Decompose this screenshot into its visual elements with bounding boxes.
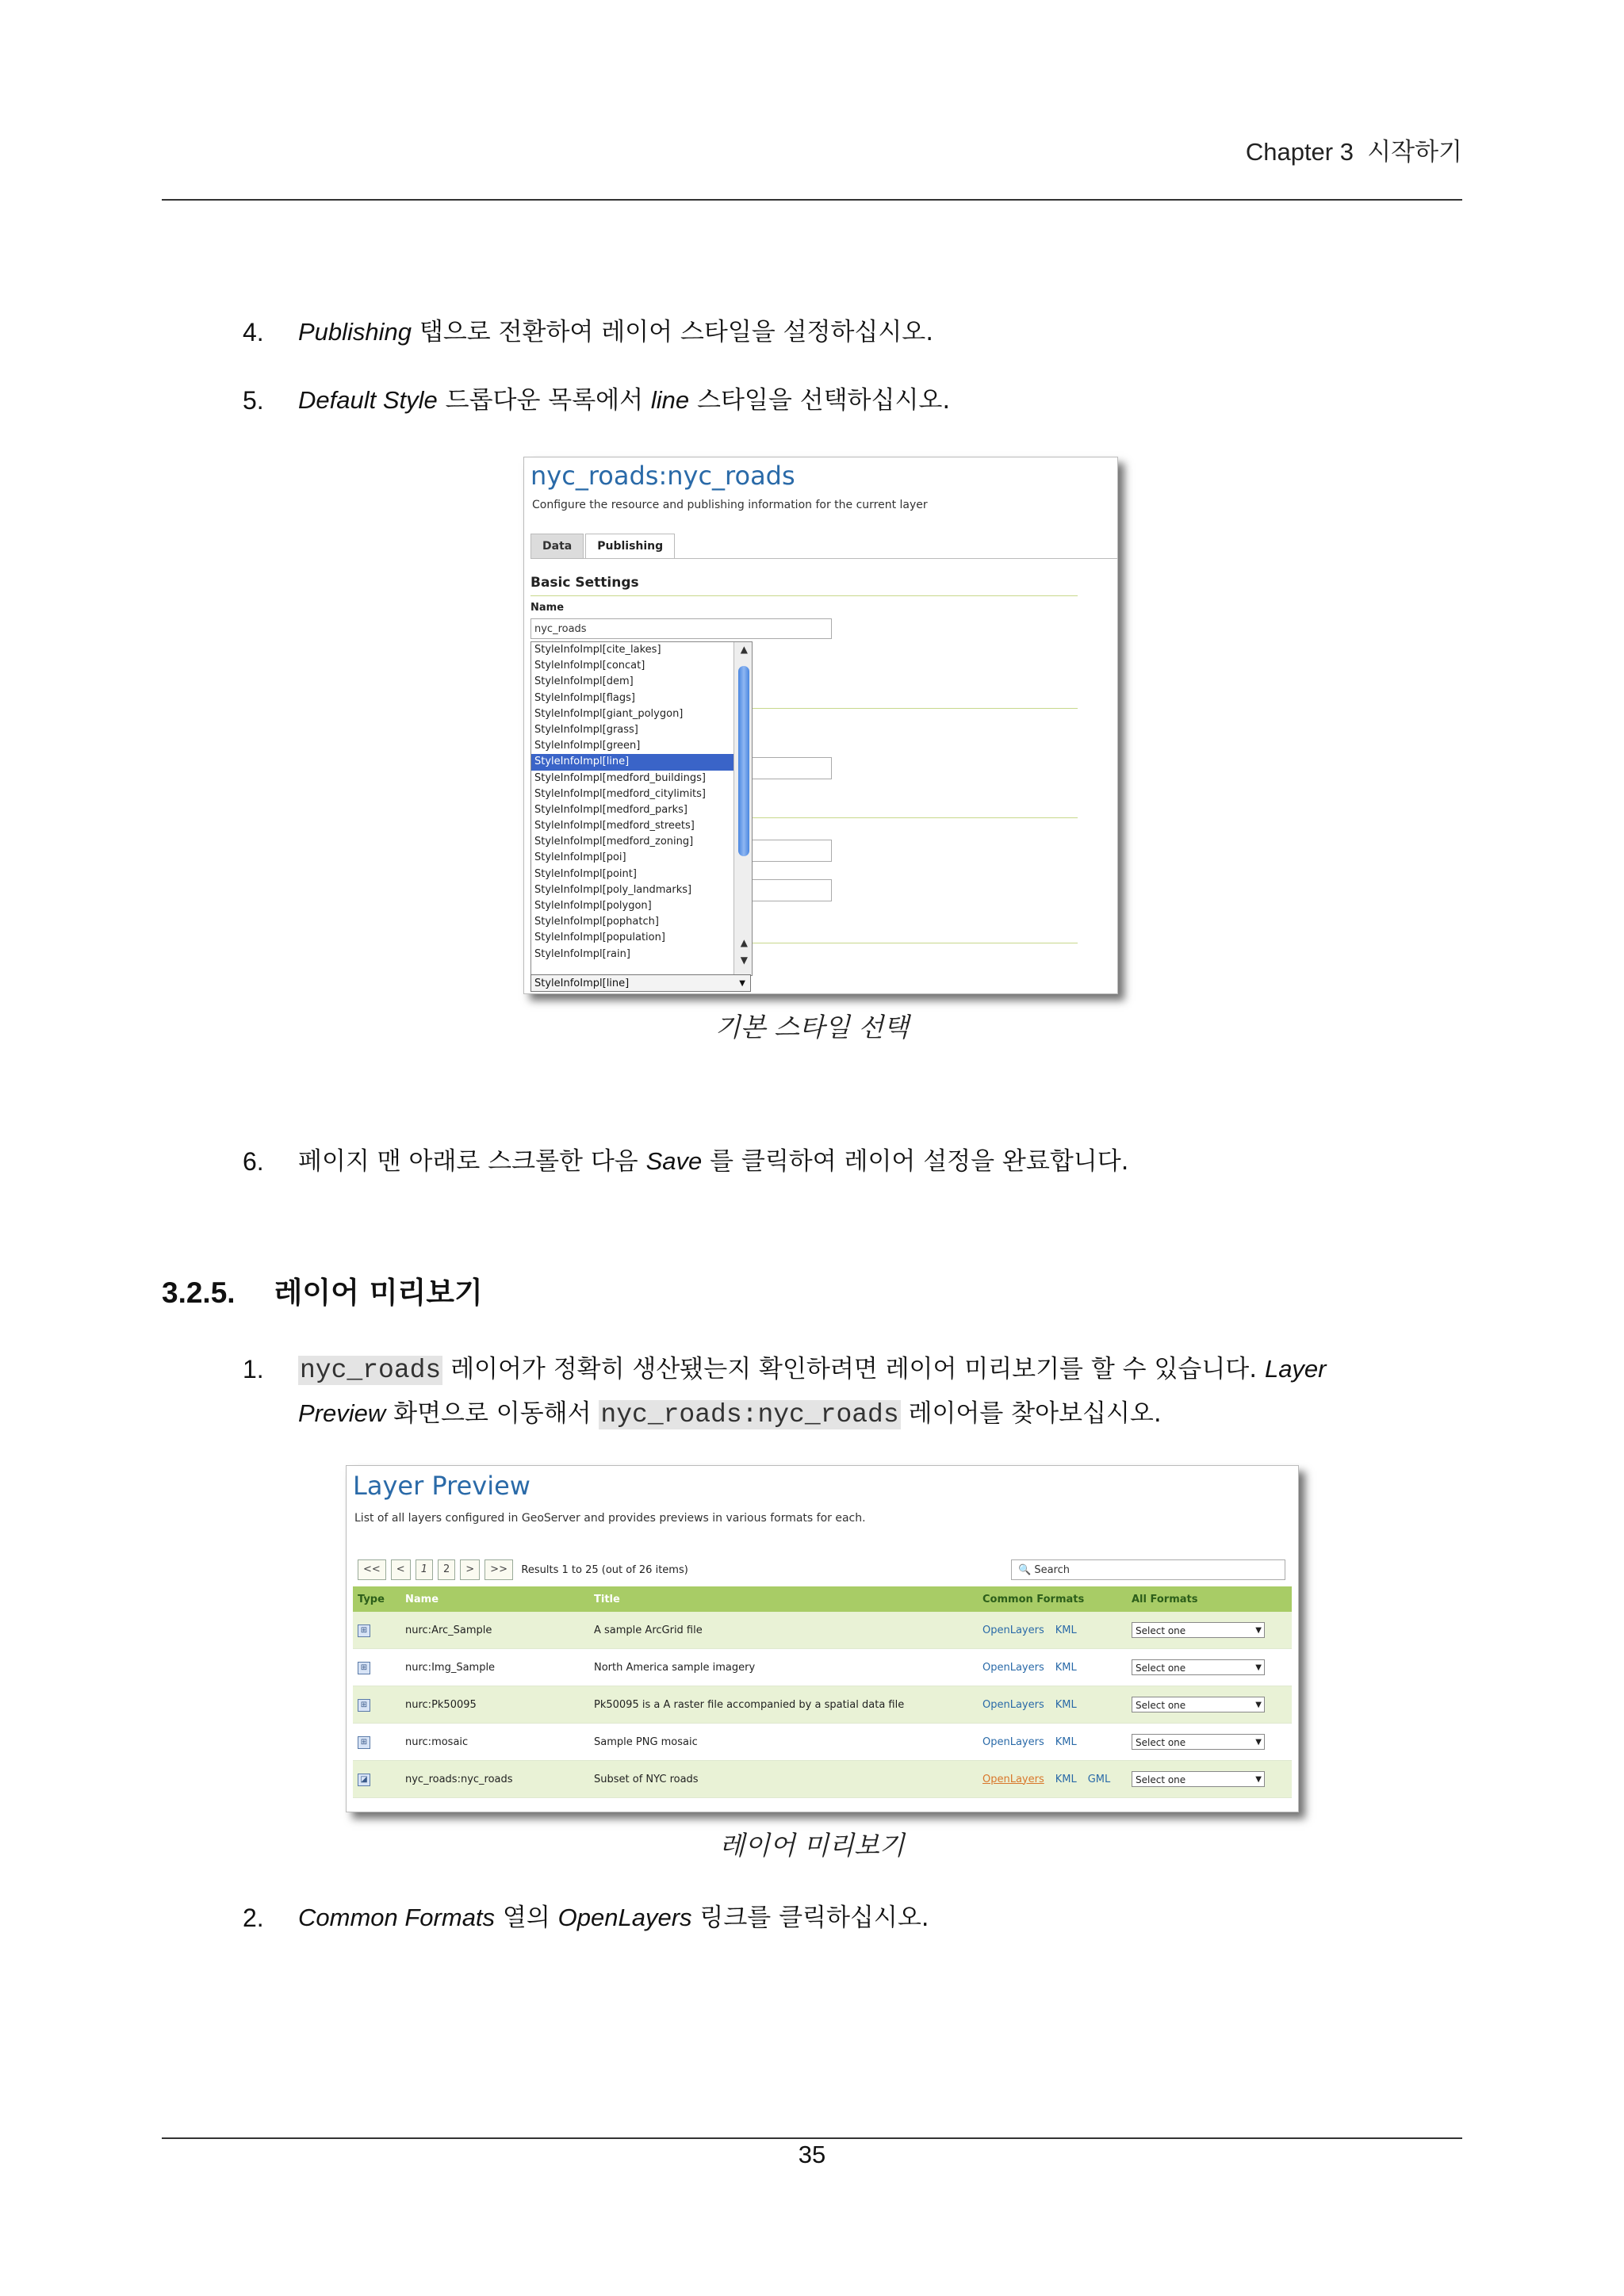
style-option[interactable]: StyleInfoImpl[poly_landmarks]	[534, 883, 692, 896]
step-text	[298, 1348, 1462, 1437]
format-link[interactable]: OpenLayers	[982, 1773, 1044, 1785]
scroll-down-arrow-icon[interactable]: ▼	[740, 955, 748, 966]
step-text	[298, 379, 1462, 422]
style-option[interactable]: StyleInfoImpl[medford_buildings]	[534, 771, 706, 784]
style-option[interactable]: StyleInfoImpl[medford_citylimits]	[534, 787, 706, 800]
search-input[interactable]	[1011, 1559, 1285, 1580]
chapter-title: 시작하기	[1367, 138, 1462, 166]
type-cell	[353, 1612, 400, 1649]
format-link[interactable]: GML	[1087, 1773, 1111, 1785]
step-rest: 를 클릭하여 레이어 설정을 완료합니다.	[702, 1147, 1129, 1176]
table-row	[353, 1761, 1292, 1798]
select-value: Select one	[1136, 1774, 1186, 1785]
format-link[interactable]: KML	[1055, 1773, 1077, 1785]
default-style-value: StyleInfoImpl[line]	[534, 978, 630, 989]
pager-page-2[interactable]: 2	[438, 1559, 455, 1580]
running-header	[1246, 132, 1462, 167]
raster-layer-icon: ⊞	[358, 1736, 370, 1749]
layer-style-screenshot	[523, 457, 1118, 994]
layer-subtitle: Configure the resource and publishing information for the current layer	[532, 499, 928, 511]
footer-rule	[162, 2137, 1462, 2139]
step-italic: Publishing	[298, 318, 412, 346]
search-icon: 🔍	[1018, 1564, 1032, 1576]
step-rest: 탭으로 전환하여 레이어 스타일을 설정하십시오.	[412, 318, 934, 346]
style-option[interactable]: StyleInfoImpl[flags]	[534, 691, 635, 704]
all-formats-select[interactable]	[1132, 1697, 1265, 1712]
results-count: Results 1 to 25 (out of 26 items)	[521, 1563, 688, 1576]
name-label: Name	[530, 602, 565, 614]
style-option[interactable]: StyleInfoImpl[concat]	[534, 660, 645, 672]
style-option[interactable]: StyleInfoImpl[medford_parks]	[534, 803, 688, 816]
style-dropdown-list[interactable]	[530, 641, 753, 976]
chevron-down-icon: ▼	[1255, 1663, 1262, 1672]
column-header: Common Formats	[978, 1586, 1127, 1612]
type-cell	[353, 1649, 400, 1686]
chevron-down-icon: ▼	[1255, 1701, 1262, 1709]
step-text	[298, 1140, 1462, 1183]
step-pre: 페이지 맨 아래로 스크롤한 다음	[298, 1147, 646, 1176]
column-header[interactable]: Name	[400, 1586, 589, 1612]
tab-data[interactable]: Data	[530, 534, 584, 558]
scroll-up-arrow-icon[interactable]: ▲	[740, 644, 748, 655]
step-2	[0, 1896, 1624, 1936]
step-italic: Preview	[298, 1399, 386, 1427]
style-option[interactable]: StyleInfoImpl[medford_streets]	[534, 820, 695, 832]
figure-caption-1: 기본 스타일 선택	[714, 1012, 910, 1043]
basic-settings-heading: Basic Settings	[530, 575, 639, 591]
all-formats-cell	[1127, 1686, 1292, 1724]
all-formats-cell	[1127, 1612, 1292, 1649]
step-1	[0, 1348, 1624, 1435]
layer-name: nurc:Arc_Sample	[400, 1612, 589, 1649]
all-formats-cell	[1127, 1649, 1292, 1686]
column-header: All Formats	[1127, 1586, 1292, 1612]
step-italic-2: line	[650, 386, 690, 414]
figure-caption-2: 레이어 미리보기	[719, 1830, 905, 1861]
layer-title: nyc_roads:nyc_roads	[530, 461, 795, 491]
step-number: 1.	[243, 1355, 264, 1383]
table-row	[353, 1612, 1292, 1649]
step-mid: 드롭다운 목록에서	[437, 386, 651, 415]
search-placeholder: Search	[1034, 1564, 1070, 1576]
format-link[interactable]: KML	[1055, 1661, 1077, 1674]
table-header-row	[353, 1586, 1292, 1612]
table-row	[353, 1649, 1292, 1686]
table-row	[353, 1686, 1292, 1724]
all-formats-select[interactable]	[1132, 1622, 1265, 1638]
style-option[interactable]: StyleInfoImpl[rain]	[534, 947, 630, 960]
style-option[interactable]: StyleInfoImpl[point]	[534, 867, 637, 880]
section-rule	[530, 595, 1078, 596]
step-rest: 스타일을 선택하십시오.	[689, 386, 951, 415]
raster-layer-icon: ⊞	[358, 1662, 370, 1674]
layer-title: Pk50095 is a A raster file accompanied by a spatial data file	[589, 1686, 978, 1724]
layer-rows	[353, 1612, 1292, 1798]
inline-code: nyc_roads:nyc_roads	[600, 1400, 899, 1429]
chevron-down-icon: ▼	[1255, 1738, 1262, 1747]
select-value: Select one	[1136, 1737, 1186, 1748]
chevron-down-icon: ▼	[1255, 1775, 1262, 1784]
default-style-select[interactable]	[530, 974, 751, 992]
step-6	[0, 1140, 1624, 1180]
common-formats-cell	[978, 1686, 1127, 1724]
step-4	[0, 311, 1624, 350]
style-option[interactable]: StyleInfoImpl[population]	[534, 932, 665, 944]
step-number: 6.	[243, 1147, 264, 1176]
pager-first-button[interactable]: <<	[358, 1559, 386, 1580]
format-link[interactable]: OpenLayers	[982, 1735, 1044, 1748]
type-cell	[353, 1761, 400, 1798]
layer-name: nyc_roads:nyc_roads	[400, 1761, 589, 1798]
all-formats-select[interactable]	[1132, 1734, 1265, 1750]
all-formats-cell	[1127, 1724, 1292, 1761]
chevron-down-icon: ▼	[1255, 1626, 1262, 1635]
pager-next-button[interactable]: >	[460, 1559, 480, 1580]
format-link[interactable]: KML	[1055, 1735, 1077, 1748]
all-formats-cell	[1127, 1761, 1292, 1798]
pager-last-button[interactable]: >>	[485, 1559, 513, 1580]
format-link[interactable]: OpenLayers	[982, 1661, 1044, 1674]
step-italic: Layer	[1264, 1355, 1327, 1383]
style-option[interactable]: StyleInfoImpl[pophatch]	[534, 916, 659, 928]
step-italic-2: OpenLayers	[557, 1904, 692, 1931]
step-italic: Save	[645, 1147, 703, 1175]
all-formats-select[interactable]	[1132, 1771, 1265, 1787]
step-text-part: 레이어를 찾아보십시오.	[900, 1399, 1162, 1428]
all-formats-select[interactable]	[1132, 1659, 1265, 1675]
raster-layer-icon: ⊞	[358, 1624, 370, 1637]
select-value: Select one	[1136, 1663, 1186, 1674]
style-options	[531, 642, 752, 962]
type-cell	[353, 1686, 400, 1724]
hidden-input[interactable]	[746, 879, 832, 901]
step-text	[298, 311, 1462, 354]
format-link[interactable]: OpenLayers	[982, 1698, 1044, 1711]
format-link[interactable]: KML	[1055, 1698, 1077, 1711]
layer-title: Sample PNG mosaic	[589, 1724, 978, 1761]
list-scrollbar[interactable]	[733, 642, 752, 975]
style-option[interactable]: StyleInfoImpl[polygon]	[534, 900, 652, 912]
layer-table	[353, 1586, 1292, 1798]
tab-divider	[530, 558, 1117, 559]
common-formats-cell	[978, 1649, 1127, 1686]
scroll-up-arrow-icon[interactable]: ▲	[740, 937, 748, 948]
page-number: 35	[798, 2141, 826, 2168]
select-value: Select one	[1136, 1625, 1186, 1636]
name-field[interactable]: nyc_roads	[530, 618, 832, 639]
step-number: 4.	[243, 318, 264, 346]
style-option[interactable]: StyleInfoImpl[grass]	[534, 723, 638, 736]
hidden-input[interactable]	[746, 840, 832, 862]
layer-name: nurc:Pk50095	[400, 1686, 589, 1724]
layer-preview-subtitle: List of all layers configured in GeoServer and provides previews in various formats for each.	[354, 1512, 866, 1525]
select-value: Select one	[1136, 1700, 1186, 1711]
inline-code: nyc_roads	[300, 1356, 442, 1385]
vector-layer-icon: ◪	[358, 1774, 370, 1786]
step-text-part: 화면으로 이동해서	[385, 1399, 599, 1428]
step-text-part: 레이어가 정확히 생산됐는지 확인하려면 레이어 미리보기를 할 수 있습니다.	[442, 1355, 1265, 1383]
common-formats-cell	[978, 1612, 1127, 1649]
format-link[interactable]: KML	[1055, 1624, 1077, 1636]
step-text	[298, 1896, 1462, 1939]
type-cell	[353, 1724, 400, 1761]
pager-page-1[interactable]: 1	[416, 1559, 433, 1580]
chapter-label: Chapter 3	[1245, 138, 1354, 166]
scroll-thumb[interactable]	[738, 666, 749, 856]
step-mid: 열의	[495, 1904, 558, 1932]
raster-layer-icon: ⊞	[358, 1699, 370, 1712]
common-formats-cell	[978, 1761, 1127, 1798]
section-title: 레이어 미리보기	[274, 1276, 483, 1310]
pager	[358, 1559, 688, 1580]
style-option[interactable]: StyleInfoImpl[green]	[534, 740, 641, 752]
layer-preview-screenshot	[346, 1465, 1299, 1812]
style-option[interactable]: StyleInfoImpl[poi]	[534, 851, 626, 864]
layer-preview-title: Layer Preview	[353, 1471, 530, 1501]
step-rest: 링크를 클릭하십시오.	[691, 1904, 929, 1932]
pager-prev-button[interactable]: <	[391, 1559, 411, 1580]
style-option[interactable]: StyleInfoImpl[line]	[531, 754, 736, 770]
layer-title: Subset of NYC roads	[589, 1761, 978, 1798]
column-header[interactable]: Title	[589, 1586, 978, 1612]
style-option[interactable]: StyleInfoImpl[dem]	[534, 675, 634, 688]
step-5	[0, 379, 1624, 419]
step-italic: Default Style	[298, 386, 438, 414]
column-header[interactable]: Type	[353, 1586, 400, 1612]
layer-title: A sample ArcGrid file	[589, 1612, 978, 1649]
section-number: 3.2.5.	[162, 1276, 236, 1309]
header-rule	[162, 199, 1462, 201]
hidden-input[interactable]	[746, 757, 832, 779]
section-heading	[162, 1269, 483, 1316]
tab-publishing[interactable]: Publishing	[585, 534, 675, 558]
table-row	[353, 1724, 1292, 1761]
layer-name: nurc:Img_Sample	[400, 1649, 589, 1686]
layer-name: nurc:mosaic	[400, 1724, 589, 1761]
style-option[interactable]: StyleInfoImpl[medford_zoning]	[534, 836, 694, 848]
style-option[interactable]: StyleInfoImpl[giant_polygon]	[534, 707, 684, 720]
step-number: 2.	[243, 1904, 264, 1932]
step-number: 5.	[243, 386, 264, 415]
common-formats-cell	[978, 1724, 1127, 1761]
step-italic: Common Formats	[298, 1904, 496, 1931]
style-option[interactable]: StyleInfoImpl[cite_lakes]	[534, 644, 661, 656]
layer-title: North America sample imagery	[589, 1649, 978, 1686]
chevron-down-icon: ▼	[739, 979, 745, 988]
tab-bar	[530, 534, 676, 557]
format-link[interactable]: OpenLayers	[982, 1624, 1044, 1636]
